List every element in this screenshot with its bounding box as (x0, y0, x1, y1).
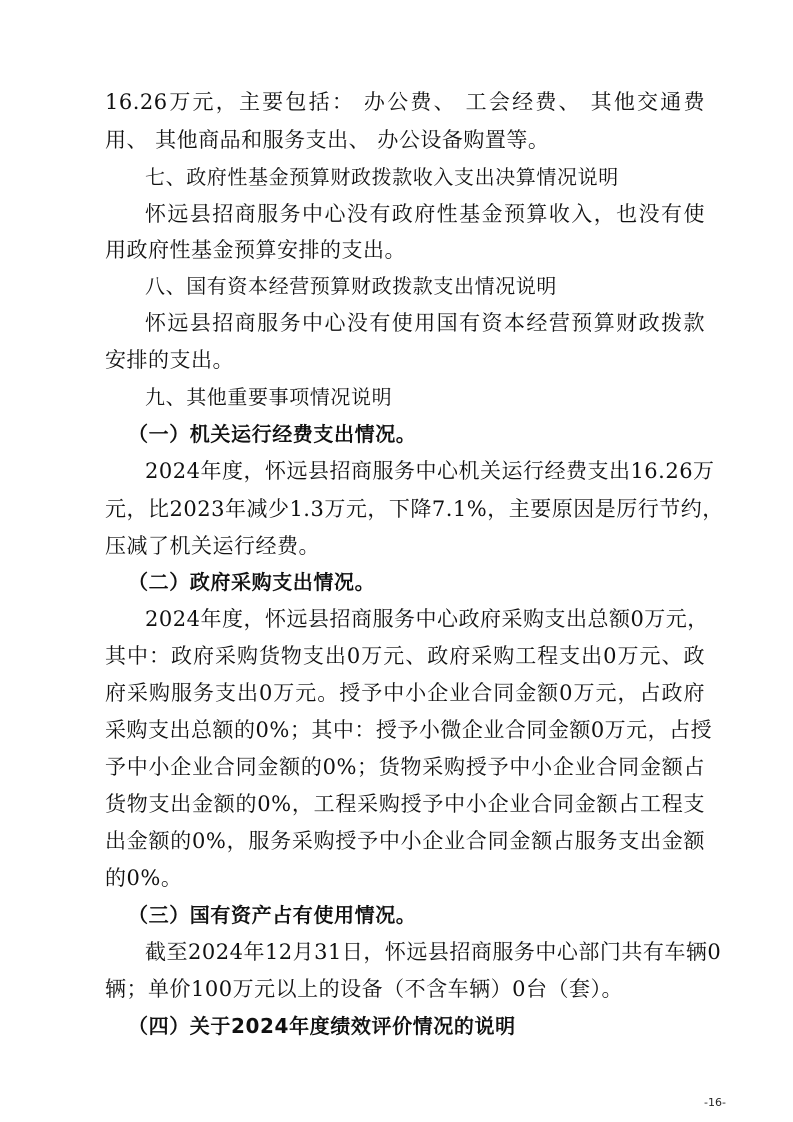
paragraph-line: 的0%。 (105, 866, 183, 890)
paragraph-line: 2024年度，怀远县招商服务中心机关运行经费支出16.26万 (145, 459, 715, 483)
paragraph-line: 出金额的0%，服务采购授予中小企业合同金额占服务支出金额 (105, 829, 705, 853)
section-heading-9: 九、其他重要事项情况说明 (145, 385, 393, 409)
subsection-heading-4: （四）关于2024年度绩效评价情况的说明 (128, 1014, 516, 1038)
subsection-heading-3: （三）国有资产占有使用情况。 (128, 903, 417, 927)
section-heading-8: 八、国有资本经营预算财政拨款支出情况说明 (145, 274, 557, 298)
paragraph-line: 安排的支出。 (105, 348, 234, 372)
paragraph-line: 怀远县招商服务中心没有使用国有资本经营预算财政拨款 (145, 311, 705, 335)
paragraph-line: 16.26万元，主要包括： 办公费、 工会经费、 其他交通费 (105, 90, 705, 114)
paragraph-line: 府采购服务支出0万元。授予中小企业合同金额0万元，占政府 (105, 681, 705, 705)
paragraph-line: 元，比2023年减少1.3万元，下降7.1%，主要原因是厉行节约， (105, 497, 724, 521)
page-number: -16- (704, 1096, 726, 1109)
paragraph-line: 辆；单价100万元以上的设备（不含车辆）0台（套）。 (105, 977, 623, 1001)
paragraph-line: 货物支出金额的0%，工程采购授予中小企业合同金额占工程支 (105, 792, 705, 816)
paragraph-line: 压减了机关运行经费。 (105, 534, 320, 558)
paragraph-line: 予中小企业合同金额的0%；货物采购授予中小企业合同金额占 (105, 755, 705, 779)
paragraph-line: 怀远县招商服务中心没有政府性基金预算收入，也没有使 (145, 202, 705, 226)
paragraph-line: 用、 其他商品和服务支出、 办公设备购置等。 (105, 128, 550, 152)
paragraph-line: 用政府性基金预算安排的支出。 (105, 238, 406, 262)
paragraph-line: 采购支出总额的0%；其中：授予小微企业合同金额0万元，占授 (105, 718, 713, 742)
section-heading-7: 七、政府性基金预算财政拨款收入支出决算情况说明 (145, 165, 619, 189)
paragraph-line: 其中：政府采购货物支出0万元、政府采购工程支出0万元、政 (105, 644, 705, 668)
subsection-heading-2: （二）政府采购支出情况。 (128, 570, 376, 594)
paragraph-line: 2024年度，怀远县招商服务中心政府采购支出总额0万元， (145, 607, 709, 631)
subsection-heading-1: （一）机关运行经费支出情况。 (128, 422, 417, 446)
paragraph-line: 截至2024年12月31日，怀远县招商服务中心部门共有车辆0 (145, 940, 722, 964)
